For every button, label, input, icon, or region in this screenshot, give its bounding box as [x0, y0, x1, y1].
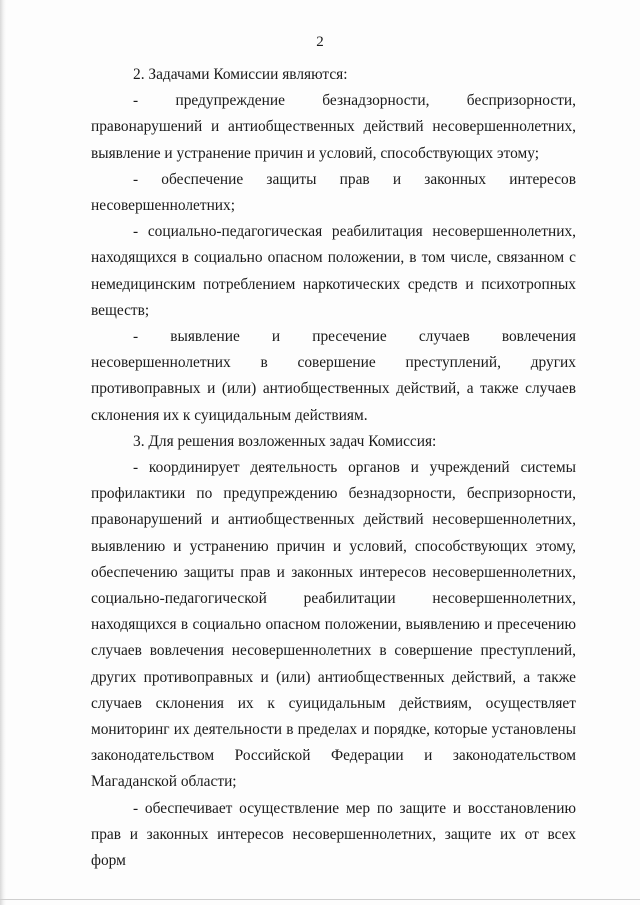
- task-item-detection: - выявление и пресечение случаев вовлечения несовершеннолетних в совершение преступлений, других противоправных и (или) антиобщественных действий, а также случаев склонения их к суицидальным действиям.: [91, 328, 576, 424]
- task-item-prevention: - предупреждение безнадзорности, беспризорности, правонарушений и антиобщественных действий несовершеннолетних, выявление и устранение причин и условий, способствующих этому;: [91, 92, 576, 162]
- task-item-protection: - обеспечение защиты прав и законных интересов несовершеннолетних;: [91, 170, 576, 215]
- page-bottom-edge: [0, 899, 640, 900]
- page-number: 2: [316, 34, 324, 50]
- function-item-measures: - обеспечивает осуществление мер по защите и восстановлению прав и законных интересов несовершеннолетних, защите их от всех форм: [91, 799, 576, 870]
- section-heading-functions: 3. Для решения возложенных задач Комиссия:: [133, 432, 437, 450]
- document-body: [91, 62, 576, 874]
- function-item-coordination: - координирует деятельность органов и учреждений системы профилактики по предупреждению безнадзорности, беспризорности, правонарушений и антиобщественных действий несовершеннолетних, выявлению и устранению причин и условий, способствующих этому, обеспечению защиты прав и законных интересов несовершеннолетних, социально-педагогической реабилитации несовершеннолетних, находящихся в социально опасном положении, выявлению и пресечению случаев вовлечения несовершеннолетних в совершение преступлений, других противоправных и (или) антиобщественных действий, а также случаев склонения их к суицидальным действиям, осуществляет мониторинг их деятельности в пределах и порядке, которые установлены законодательством Российской Федерации и законодательством Магаданской области;: [91, 459, 576, 791]
- section-heading-tasks: 2. Задачами Комиссии являются:: [133, 66, 348, 83]
- task-item-rehabilitation: - социально-педагогическая реабилитация несовершеннолетних, находящихся в социально опасном положении, в том числе, связанном с немедицинским потреблением наркотических средств и психотропных веществ;: [91, 223, 576, 319]
- scan-edge-shadow: [0, 0, 6, 905]
